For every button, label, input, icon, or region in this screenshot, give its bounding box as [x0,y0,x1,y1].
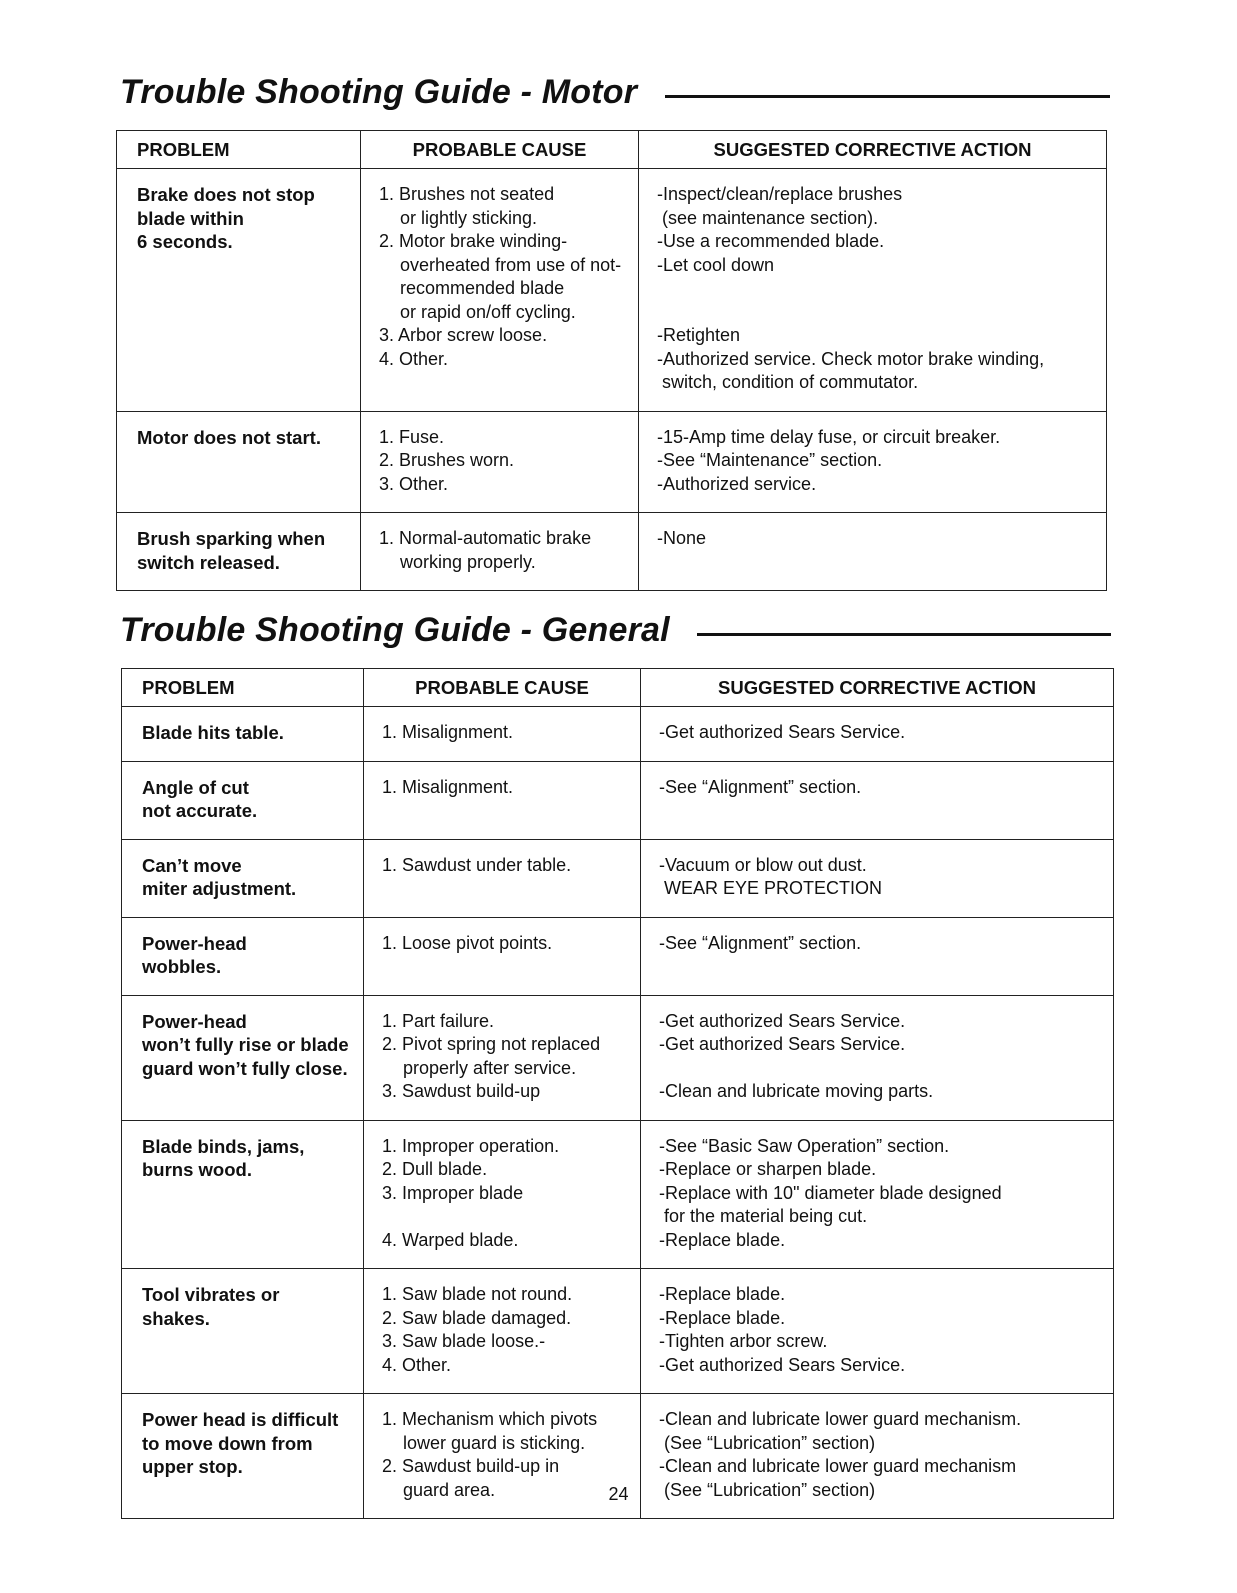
cause-line: 1. Improper operation. [382,1135,560,1156]
action-line [657,277,1102,301]
problem-line: won’t fully rise or blade [142,1034,349,1055]
cause-line: 1. Misalignment. [382,722,514,742]
table-row [122,995,1114,1120]
cause-cell [364,707,641,762]
cause-cell [364,995,641,1120]
cause-line: 2. Sawdust build-up in [382,1456,560,1476]
problem-line: Brake does not stop [137,184,315,205]
problem-line: Can’t move [142,854,242,876]
action-cell [639,169,1107,412]
problem-line: Motor does not start. [137,426,321,448]
cause-line: 2. Saw blade damaged. [382,1307,572,1328]
table-row [117,169,1107,412]
problem-line: Tool vibrates or [142,1284,280,1305]
problem-line: Power-head [142,932,247,954]
cause-line: 1. Normal-automatic brake [379,528,592,548]
cause-line: 1. Mechanism which pivots [382,1409,598,1429]
action-line: -See “Maintenance” section. [657,450,883,470]
action-line: -Retighten [657,325,741,345]
action-line: -Get authorized Sears Service. [659,1034,906,1054]
problem-line: blade within [137,207,244,229]
problem-cell [122,761,364,839]
action-line: -See “Basic Saw Operation” section. [659,1135,950,1156]
action-line: -None [657,528,707,548]
cause-line: 1. Sawdust under table. [382,854,572,875]
cause-line: 4. Other. [379,348,449,369]
action-cell [641,995,1114,1120]
action-line: -Tighten arbor screw. [659,1331,828,1351]
cause-line: 3. Improper blade [382,1182,524,1203]
problem-line: miter adjustment. [142,878,297,899]
motor-title-rule [665,95,1110,98]
action-line: -Authorized service. Check motor brake winding, [657,348,1045,369]
cause-line: 3. Saw blade loose.- [382,1331,546,1351]
action-cell [639,411,1107,513]
general-header-action: SUGGESTED CORRECTIVE ACTION [641,669,1114,707]
action-line [657,301,1102,325]
cause-line: 4. Warped blade. [382,1229,519,1250]
cause-line: 2. Pivot spring not replaced [382,1034,601,1054]
action-line: -Vacuum or blow out dust. [659,854,867,875]
cause-line: 3. Sawdust build-up [382,1081,541,1101]
problem-line: 6 seconds. [137,231,233,252]
action-cell [641,917,1114,995]
action-cell [641,1120,1114,1269]
cause-cell [364,1120,641,1269]
action-line: -Let cool down [657,254,775,275]
action-line: -Authorized service. [657,473,817,494]
problem-line: guard won’t fully close. [142,1057,348,1079]
cause-cell [364,761,641,839]
cause-line: 1. Fuse. [379,426,445,447]
problem-cell [122,1120,364,1269]
problem-line: Power head is difficult [142,1409,339,1430]
cause-line: 1. Saw blade not round. [382,1284,573,1304]
problem-line: burns wood. [142,1159,252,1180]
cause-line: or rapid on/off cycling. [400,301,576,322]
action-line: -Use a recommended blade. [657,231,885,251]
action-line: -Replace or sharpen blade. [659,1159,877,1179]
page-number: 24 [608,1484,629,1504]
table-row [122,839,1114,917]
action-line: (see maintenance section). [662,207,879,228]
problem-line: to move down from [142,1432,313,1454]
table-row [117,513,1107,591]
cause-cell [361,169,639,412]
problem-cell [117,513,361,591]
general-title-rule [697,633,1111,636]
table-row [122,707,1114,762]
motor-header-action: SUGGESTED CORRECTIVE ACTION [639,131,1107,169]
problem-line: shakes. [142,1307,210,1329]
table-row [122,761,1114,839]
cause-line: 3. Other. [379,473,449,494]
table-row [117,411,1107,513]
action-line: -Get authorized Sears Service. [659,722,906,742]
problem-cell [122,707,364,762]
problem-line: Blade binds, jams, [142,1135,305,1157]
problem-line: Power-head [142,1010,247,1032]
problem-line: Angle of cut [142,776,249,798]
cause-line: overheated from use of not- [400,254,622,275]
problem-line: switch released. [137,551,280,573]
cause-line: recommended blade [400,278,565,298]
cause-cell [364,839,641,917]
cause-cell [361,513,639,591]
action-line: -Inspect/clean/replace brushes [657,184,903,204]
action-cell [641,839,1114,917]
problem-line: wobbles. [142,956,222,977]
problem-line: Brush sparking when [137,528,326,549]
action-line: -Get authorized Sears Service. [659,1010,906,1031]
action-line: -Clean and lubricate lower guard mechanism. [659,1409,1022,1429]
table-row [122,917,1114,995]
action-line: (See “Lubrication” section) [664,1479,876,1500]
action-line: -Clean and lubricate lower guard mechanism [659,1456,1017,1476]
problem-cell [117,169,361,412]
cause-line: 4. Other. [382,1354,452,1375]
action-line: -Get authorized Sears Service. [659,1354,906,1375]
action-line: (See “Lubrication” section) [664,1432,876,1453]
problem-cell [122,995,364,1120]
cause-line: 1. Part failure. [382,1010,495,1031]
cause-line: 1. Misalignment. [382,776,514,797]
problem-line: upper stop. [142,1456,243,1477]
cause-line: or lightly sticking. [400,207,538,228]
general-header-row [122,669,1114,707]
action-line: -Replace with 10" diameter blade designed [659,1182,1002,1203]
action-line: -Clean and lubricate moving parts. [659,1081,934,1101]
table-row [122,1120,1114,1269]
cause-line: 2. Brushes worn. [379,450,515,470]
cause-line: lower guard is sticking. [403,1432,586,1453]
cause-line: working properly. [400,551,536,572]
general-header-problem: PROBLEM [122,669,364,707]
table-row [122,1269,1114,1394]
cause-line: 2. Motor brake winding- [379,231,568,251]
action-line: for the material being cut. [664,1206,868,1226]
cause-cell [364,1269,641,1394]
cause-line [382,1205,636,1229]
action-cell [639,513,1107,591]
action-line: -Replace blade. [659,1307,786,1328]
action-line: -Replace blade. [659,1284,786,1304]
action-line: -See “Alignment” section. [659,776,862,797]
problem-line: Blade hits table. [142,722,284,743]
cause-line: 3. Arbor screw loose. [379,325,548,345]
cause-line: 2. Dull blade. [382,1159,488,1179]
motor-header-row [117,131,1107,169]
problem-line: not accurate. [142,800,258,821]
action-line: -See “Alignment” section. [659,932,862,953]
action-line [659,1057,1109,1081]
action-line: -Replace blade. [659,1229,786,1250]
motor-guide-title: Trouble Shooting Guide - Motor [120,73,638,111]
action-line: switch, condition of commutator. [662,372,919,392]
problem-cell [117,411,361,513]
motor-header-cause: PROBABLE CAUSE [361,131,639,169]
problem-cell [122,839,364,917]
problem-cell [122,1269,364,1394]
cause-line: 1. Brushes not seated [379,184,555,204]
cause-line: 1. Loose pivot points. [382,932,553,953]
motor-trouble-table [116,130,1107,591]
cause-cell [361,411,639,513]
motor-header-problem: PROBLEM [117,131,361,169]
action-cell [641,761,1114,839]
cause-cell [364,917,641,995]
action-cell [641,707,1114,762]
action-line: WEAR EYE PROTECTION [664,878,883,898]
problem-cell [122,917,364,995]
action-cell [641,1269,1114,1394]
cause-line: properly after service. [403,1057,577,1078]
action-line: -15-Amp time delay fuse, or circuit breaker. [657,426,1001,447]
general-trouble-table [121,668,1114,1519]
cause-line: guard area. [403,1479,496,1500]
general-guide-title: Trouble Shooting Guide - General [120,611,670,649]
general-header-cause: PROBABLE CAUSE [364,669,641,707]
